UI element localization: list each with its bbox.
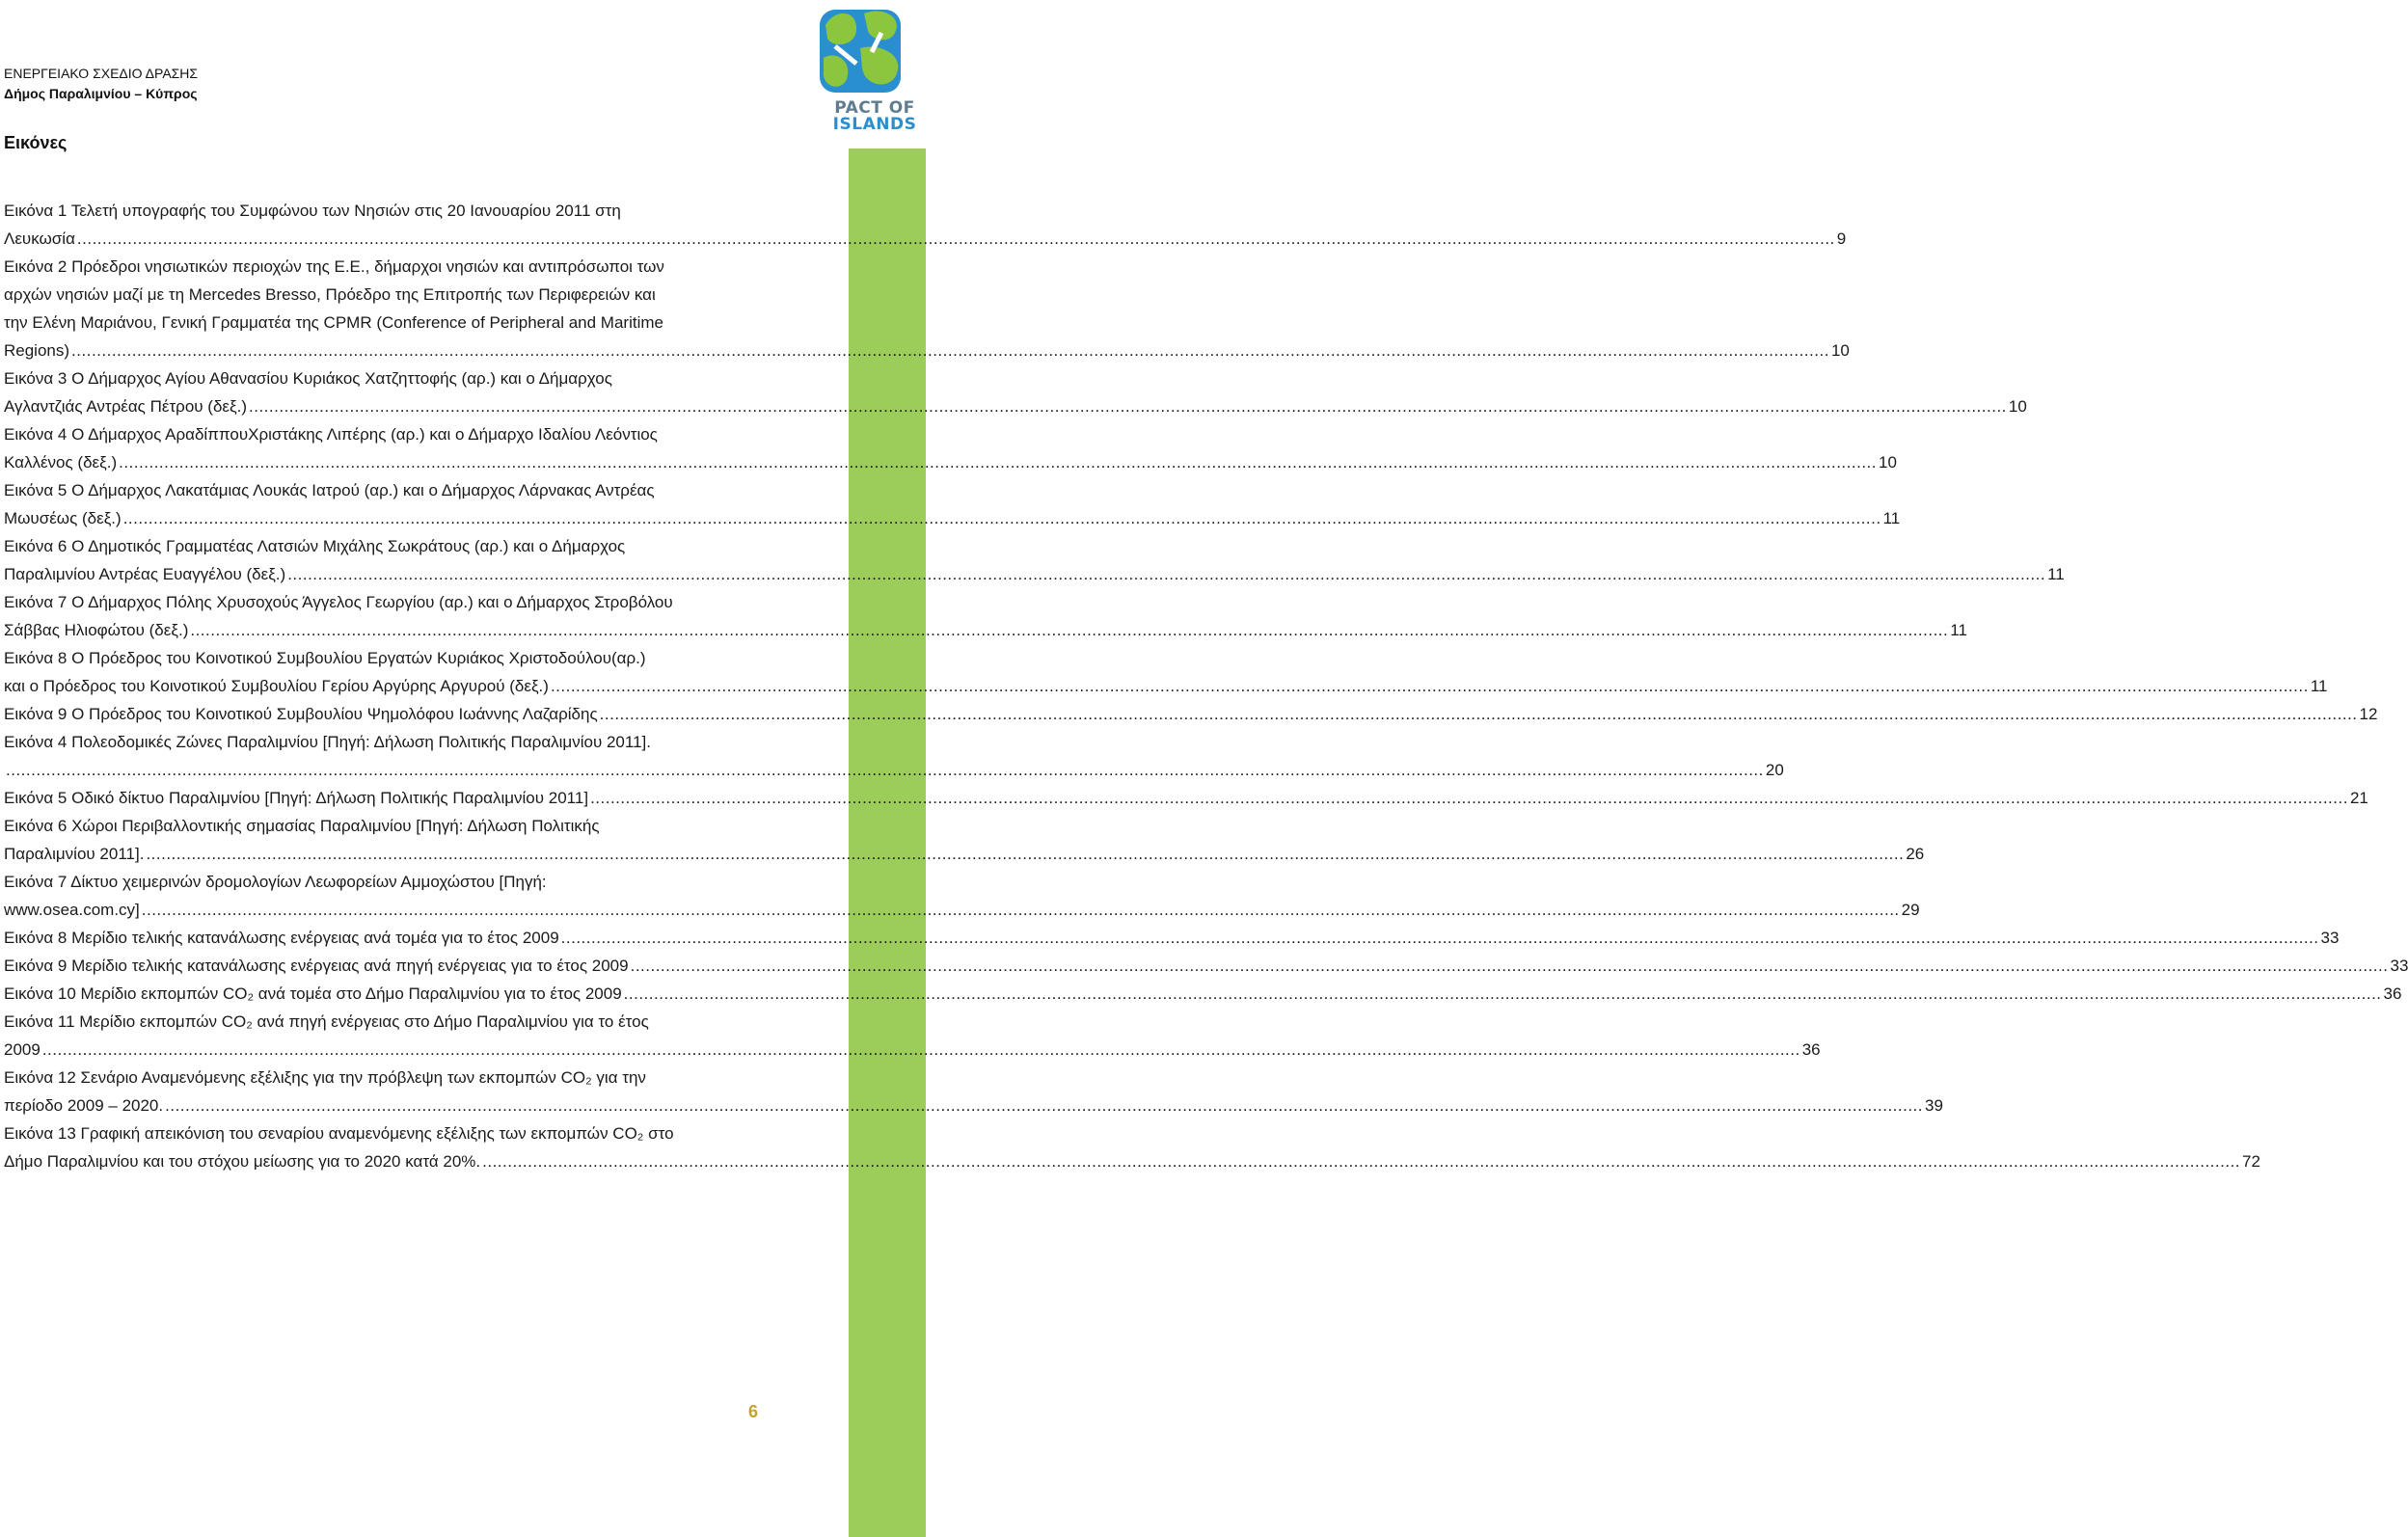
toc-entry[interactable] [4, 197, 1847, 253]
toc-entry-final-line [4, 756, 1784, 784]
toc-entry-text: 2009 [4, 1040, 41, 1059]
toc-entry[interactable] [4, 588, 1967, 644]
toc-entry[interactable] [4, 476, 1901, 532]
toc-entry[interactable] [4, 364, 2027, 420]
toc-entry-line: Εικόνα 8 Ο Πρόεδρος του Κοινοτικού Συμβουλίου Εργατών Κυριάκος Χριστοδούλου(αρ.) [4, 649, 646, 667]
logo-wordmark [822, 100, 928, 133]
toc-entry-final-line [4, 560, 2065, 588]
toc-page-number: 12 [2359, 705, 2378, 723]
toc-entry-text: Αγλαντζιάς Αντρέας Πέτρου (δεξ.) [4, 397, 248, 416]
toc-entry-line: Εικόνα 4 Πολεοδομικές Ζώνες Παραλιμνίου [Πηγή: Δήλωση Πολιτικής Παραλιμνίου 2011]. [4, 733, 651, 751]
toc-entry[interactable] [4, 728, 1784, 784]
toc-page-number: 10 [1830, 341, 1850, 360]
toc-entry-final-line [4, 616, 1967, 644]
toc-entry[interactable] [4, 532, 2065, 588]
toc-entry-final-line [4, 952, 2408, 980]
toc-page-number: 33 [2390, 957, 2408, 975]
toc-page-number: 10 [2008, 397, 2027, 416]
toc-dot-leader [71, 337, 1829, 364]
toc-dot-leader [287, 560, 2045, 588]
toc-entry[interactable] [4, 644, 2328, 700]
toc-dot-leader [165, 1092, 1923, 1119]
toc-entry-text: Λευκωσία [4, 229, 75, 248]
toc-dot-leader [249, 392, 2007, 420]
logo-text-line1: PACT OF [834, 98, 915, 118]
toc-entry[interactable] [4, 868, 1920, 924]
toc-page-number: 10 [1879, 453, 1897, 472]
toc-entry-line: Εικόνα 7 Ο Δήμαρχος Πόλης Χρυσοχούς Άγγελος Γεωργίου (αρ.) και ο Δήμαρχος Στροβόλου [4, 593, 673, 611]
toc-entry-line: Εικόνα 4 Ο Δήμαρχος ΑραδίππουΧριστάκης Λιπέρης (αρ.) και ο Δήμαρχο Ιδαλίου Λεόντιος [4, 425, 658, 444]
toc-page-number: 36 [1801, 1040, 1821, 1059]
document-header [4, 64, 198, 104]
toc-page-number: 21 [2349, 789, 2368, 807]
toc-entry-text: Εικόνα 9 Μερίδιο τελικής κατανάλωσης ενέργειας ανά πηγή ενέργειας για το έτος 2009 [4, 957, 629, 975]
toc-entry-text: www.osea.com.cy] [4, 901, 140, 919]
toc-page-number: 72 [2242, 1152, 2260, 1171]
toc-dot-leader [123, 504, 1881, 532]
toc-page-number: 20 [1765, 761, 1784, 779]
toc-page-number: 11 [1950, 621, 1967, 639]
toc-dot-leader [42, 1036, 1800, 1064]
toc-entry-final-line [4, 504, 1901, 532]
toc-entry-text: Regions) [4, 341, 70, 360]
toc-dot-leader [600, 700, 2358, 728]
toc-page-number: 26 [1906, 845, 1925, 863]
toc-entry-text: Παραλιμνίου 2011]. [4, 845, 145, 863]
toc-dot-leader [6, 756, 1764, 784]
header-subtitle: Δήμος Παραλιμνίου – Κύπρος [4, 86, 198, 101]
toc-entry[interactable] [4, 1119, 2260, 1175]
toc-dot-leader [631, 952, 2389, 980]
toc-entry-final-line [4, 896, 1920, 924]
toc-dot-leader [624, 980, 2382, 1008]
toc-entry-final-line [4, 448, 1897, 476]
toc-entry[interactable] [4, 784, 2368, 812]
toc-entry-line: Εικόνα 7 Δίκτυο χειμερινών δρομολογίων Λεωφορείων Αμμοχώστου [Πηγή: [4, 873, 547, 891]
toc-entry-final-line [4, 1092, 1943, 1119]
toc-entry-line: Εικόνα 6 Ο Δημοτικός Γραμματέας Λατσιών Μιχάλης Σωκράτους (αρ.) και ο Δήμαρχος [4, 537, 626, 555]
toc-entry-final-line [4, 1147, 2260, 1175]
toc-dot-leader [590, 784, 2348, 812]
page-number: 6 [748, 1402, 759, 1421]
toc-dot-leader [561, 924, 2319, 952]
toc-entry-text: Εικόνα 9 Ο Πρόεδρος του Κοινοτικού Συμβουλίου Ψημολόφου Ιωάννης Λαζαρίδης [4, 705, 598, 723]
toc-dot-leader [551, 672, 2309, 700]
toc-page-number: 36 [2383, 984, 2402, 1003]
toc-entry[interactable] [4, 700, 2378, 728]
toc-entry-line: Εικόνα 13 Γραφική απεικόνιση του σεναρίου αναμενόμενης εξέλιξης των εκπομπών CO₂ στο [4, 1124, 674, 1143]
toc-dot-leader [142, 896, 1900, 924]
toc-entry[interactable] [4, 980, 2402, 1008]
logo-text-line2: ISLANDS [832, 115, 917, 134]
toc-entry-line: Εικόνα 5 Ο Δήμαρχος Λακατάμιας Λουκάς Ιατρού (αρ.) και ο Δήμαρχος Λάρνακας Αντρέας [4, 481, 655, 499]
toc-dot-leader [482, 1147, 2240, 1175]
toc-dot-leader [119, 448, 1877, 476]
toc-entry-final-line [4, 392, 2027, 420]
toc-page-number: 11 [2047, 565, 2065, 583]
toc-entry[interactable] [4, 952, 2408, 980]
toc-entry-line: Εικόνα 6 Χώροι Περιβαλλοντικής σημασίας Παραλιμνίου [Πηγή: Δήλωση Πολιτικής [4, 817, 600, 835]
toc-entry-text: Εικόνα 8 Μερίδιο τελικής κατανάλωσης ενέργειας ανά τομέα για το έτος 2009 [4, 929, 559, 947]
toc-entry-line: αρχών νησιών μαζί με τη Mercedes Bresso, Πρόεδρο της Επιτροπής των Περιφερειών και [4, 285, 656, 304]
toc-entry-text: Μωυσέως (δεξ.) [4, 509, 122, 527]
toc-page-number: 33 [2320, 929, 2340, 947]
figures-list [4, 197, 2408, 1175]
toc-entry-line: Εικόνα 1 Τελετή υπογραφής του Συμφώνου των Νησιών στις 20 Ιανουαρίου 2011 στη [4, 202, 621, 220]
toc-dot-leader [146, 840, 1904, 868]
toc-entry-final-line [4, 840, 1925, 868]
toc-entry-final-line [4, 225, 1847, 253]
toc-entry[interactable] [4, 924, 2340, 952]
toc-entry[interactable] [4, 1008, 1821, 1064]
toc-entry-text: Σάββας Ηλιοφώτου (δεξ.) [4, 621, 189, 639]
toc-entry[interactable] [4, 812, 1925, 868]
toc-entry-final-line [4, 672, 2328, 700]
toc-entry-text: Καλλένος (δεξ.) [4, 453, 118, 472]
toc-entry[interactable] [4, 1064, 1943, 1119]
toc-entry-text: Δήμο Παραλιμνίου και του στόχου μείωσης για το 2020 κατά 20%. [4, 1152, 481, 1171]
toc-entry-final-line [4, 700, 2378, 728]
toc-entry[interactable] [4, 253, 1850, 364]
header-title: ΕΝΕΡΓΕΙΑΚΟ ΣΧΕΔΙΟ ΔΡΑΣΗΣ [4, 66, 199, 81]
toc-page-number: 39 [1925, 1096, 1943, 1115]
toc-dot-leader [190, 616, 1948, 644]
toc-entry-final-line [4, 337, 1850, 364]
toc-entry-text: περίοδο 2009 – 2020. [4, 1096, 164, 1115]
toc-entry-text: Εικόνα 5 Οδικό δίκτυο Παραλιμνίου [Πηγή: Δήλωση Πολιτικής Παραλιμνίου 2011] [4, 789, 589, 807]
toc-entry-final-line [4, 1036, 1821, 1064]
toc-entry-line: Εικόνα 12 Σενάριο Αναμενόμενης εξέλιξης για την πρόβλεψη των εκπομπών CO₂ για την [4, 1068, 646, 1087]
toc-entry-text: Παραλιμνίου Αντρέας Ευαγγέλου (δεξ.) [4, 565, 286, 583]
toc-dot-leader [77, 225, 1835, 253]
toc-page-number: 29 [1901, 901, 1920, 919]
toc-page-number: 11 [1882, 509, 1901, 527]
section-title: Εικόνες [4, 133, 68, 152]
toc-entry-line: Εικόνα 3 Ο Δήμαρχος Αγίου Αθανασίου Κυριάκος Χατζηττοφής (αρ.) και ο Δήμαρχος [4, 369, 612, 388]
toc-entry-final-line [4, 784, 2368, 812]
toc-entry-text: και ο Πρόεδρος του Κοινοτικού Συμβουλίου Γερίου Αργύρης Αργυρού (δεξ.) [4, 677, 549, 695]
toc-entry-line: Εικόνα 11 Μερίδιο εκπομπών CO₂ ανά πηγή ενέργειας στο Δήμο Παραλιμνίου για το έτος [4, 1012, 649, 1031]
toc-entry-line: την Ελένη Μαριάνου, Γενική Γραμματέα της CPMR (Conference of Peripheral and Maritime [4, 313, 663, 332]
toc-page-number: 11 [2310, 677, 2328, 695]
toc-entry[interactable] [4, 420, 1897, 476]
toc-entry-line: Εικόνα 2 Πρόεδροι νησιωτικών περιοχών της Ε.Ε., δήμαρχοι νησιών και αντιπρόσωποι των [4, 257, 664, 276]
toc-page-number: 9 [1836, 229, 1847, 248]
toc-entry-final-line [4, 924, 2340, 952]
toc-entry-final-line [4, 980, 2402, 1008]
toc-entry-text: Εικόνα 10 Μερίδιο εκπομπών CO₂ ανά τομέα στο Δήμο Παραλιμνίου για το έτος 2009 [4, 984, 622, 1003]
